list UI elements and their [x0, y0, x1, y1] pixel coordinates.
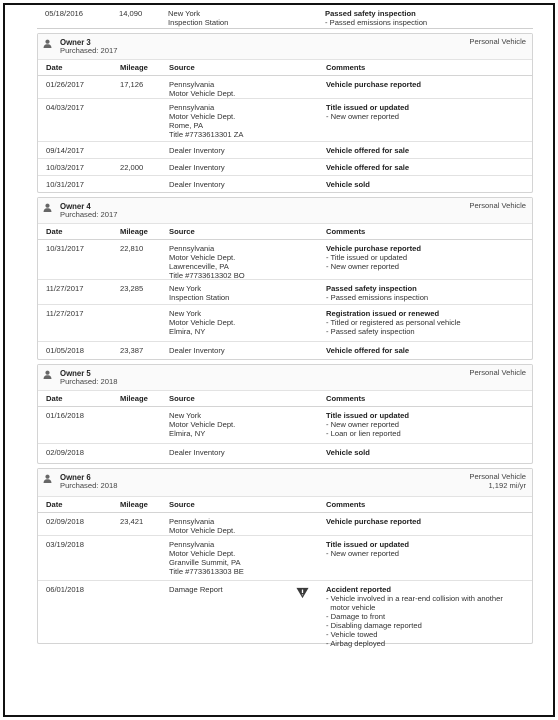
source-line: Motor Vehicle Dept.	[169, 419, 236, 429]
table-header	[38, 60, 532, 76]
row-mileage: 14,090	[119, 9, 143, 18]
column-header-mileage: Mileage	[120, 227, 148, 236]
row-source	[169, 449, 225, 458]
owner-name: Owner 3	[60, 38, 91, 47]
source-line: Rome, PA	[169, 120, 204, 130]
row-source	[169, 164, 225, 173]
row-date: 01/16/2018	[46, 411, 85, 420]
row-date: 10/03/2017	[46, 163, 85, 172]
comment-detail: - New owner reported	[326, 261, 400, 271]
row-date: 11/27/2017	[46, 284, 84, 293]
source-line: Elmira, NY	[169, 326, 206, 336]
comment-title: Title issued or updated	[326, 540, 409, 549]
comment-detail: - Loan or lien reported	[326, 428, 401, 438]
table-row	[38, 536, 532, 581]
comment-detail: - New owner reported	[326, 419, 400, 429]
source-line: Inspection Station	[168, 17, 229, 27]
row-comments	[326, 541, 409, 559]
column-header-mileage: Mileage	[120, 394, 148, 403]
row-comments	[326, 181, 370, 190]
column-header-source: Source	[169, 500, 195, 509]
comment-title: Passed safety inspection	[325, 9, 416, 18]
source-line: Title #7733613303 BE	[169, 566, 244, 576]
row-comments	[326, 586, 503, 649]
row-date: 11/27/2017	[46, 309, 84, 318]
row-mileage: 23,421	[120, 517, 144, 526]
row-comments	[326, 164, 409, 173]
row-date: 02/09/2018	[46, 448, 85, 457]
owner-vehicle-type: Personal Vehicle	[469, 37, 526, 46]
table-header	[38, 224, 532, 240]
table-row	[38, 407, 532, 444]
table-row	[38, 240, 532, 280]
row-source	[168, 10, 228, 28]
comment-detail: - Damage to front	[326, 611, 386, 621]
owner-card	[37, 364, 533, 464]
row-source	[169, 412, 235, 439]
comment-detail: - Disabling damage reported	[326, 620, 422, 630]
comment-detail: - Passed emissions inspection	[325, 17, 428, 27]
source-line: Granville Summit, PA	[169, 557, 241, 567]
column-header-source: Source	[169, 394, 195, 403]
source-line: Dealer Inventory	[169, 346, 225, 355]
vehicle-history-content	[37, 5, 533, 648]
row-date: 05/18/2016	[45, 9, 84, 18]
comment-detail: - Titled or registered as personal vehicle	[326, 317, 461, 327]
comment-title: Vehicle offered for sale	[326, 346, 410, 355]
source-line: Elmira, NY	[169, 428, 206, 438]
row-comments	[326, 412, 409, 439]
table-row	[38, 176, 532, 192]
source-line: Dealer Inventory	[169, 448, 225, 457]
table-header	[38, 391, 532, 407]
comment-title: Title issued or updated	[326, 103, 409, 112]
comment-title: Vehicle sold	[326, 448, 370, 457]
row-source	[169, 147, 225, 156]
source-line: Inspection Station	[169, 292, 230, 302]
source-line: Motor Vehicle Dept.	[169, 548, 236, 558]
comment-detail: - Airbag deployed	[326, 638, 386, 648]
table-row	[38, 342, 532, 359]
row-source	[169, 310, 235, 337]
table-row	[38, 280, 532, 305]
row-source	[169, 245, 245, 281]
owner-vehicle-type: Personal Vehicle	[469, 472, 526, 481]
row-comments	[326, 285, 428, 303]
row-source	[169, 518, 235, 536]
source-line: New York	[169, 309, 202, 318]
person-icon	[43, 203, 52, 212]
source-line: Dealer Inventory	[169, 163, 225, 172]
owner-name: Owner 6	[60, 473, 91, 482]
source-line: Title #7733613301 ZA	[169, 129, 244, 139]
row-comments	[326, 245, 421, 272]
owner-purchased: Purchased: 2018	[60, 377, 118, 386]
comment-title: Vehicle sold	[326, 180, 370, 189]
comment-title: Accident reported	[326, 585, 391, 594]
source-line: Motor Vehicle Dept.	[169, 252, 236, 262]
owner-purchased: Purchased: 2017	[60, 46, 118, 55]
column-header-date: Date	[46, 63, 63, 72]
owner-header	[38, 198, 532, 224]
row-source	[169, 347, 225, 356]
column-header-mileage: Mileage	[120, 500, 148, 509]
page-frame	[3, 3, 555, 717]
row-source	[169, 104, 243, 140]
column-header-date: Date	[46, 500, 63, 509]
row-source	[169, 285, 229, 303]
row-source	[169, 541, 244, 577]
source-line: Damage Report	[169, 585, 223, 594]
comment-title: Vehicle offered for sale	[326, 146, 410, 155]
owner-card	[37, 33, 533, 193]
table-row	[38, 444, 532, 463]
row-comments	[326, 310, 461, 337]
column-header-date: Date	[46, 394, 63, 403]
person-icon	[43, 39, 52, 48]
source-line: Title #7733613302 BO	[169, 270, 245, 280]
source-line: Pennsylvania	[169, 103, 215, 112]
comment-title: Vehicle purchase reported	[326, 80, 421, 89]
table-row	[38, 99, 532, 142]
source-line: Dealer Inventory	[169, 146, 225, 155]
owner-name: Owner 5	[60, 369, 91, 378]
source-line: Motor Vehicle Dept.	[169, 88, 236, 98]
owner-card	[37, 468, 533, 648]
comment-title: Registration issued or renewed	[326, 309, 440, 318]
row-mileage: 23,387	[120, 346, 144, 355]
source-line: Motor Vehicle Dept.	[169, 111, 236, 121]
comment-detail: - Passed safety inspection	[326, 326, 415, 336]
row-date: 10/31/2017	[46, 180, 85, 189]
comment-title: Passed safety inspection	[326, 284, 417, 293]
source-line: New York	[169, 284, 202, 293]
row-comments	[326, 347, 409, 356]
source-line: Pennsylvania	[169, 80, 215, 89]
column-header-source: Source	[169, 227, 195, 236]
comment-title: Vehicle purchase reported	[326, 517, 421, 526]
row-mileage: 22,810	[120, 244, 144, 253]
history-row-previous-owner	[37, 5, 533, 29]
column-header-comments: Comments	[326, 227, 366, 236]
comment-detail: - Vehicle towed	[326, 629, 378, 639]
owner-vehicle-type: Personal Vehicle	[469, 368, 526, 377]
owner-header	[38, 469, 532, 497]
row-source	[169, 81, 235, 99]
owner-name: Owner 4	[60, 202, 91, 211]
row-date: 04/03/2017	[46, 103, 85, 112]
row-comments	[326, 449, 370, 458]
source-line: Motor Vehicle Dept.	[169, 525, 236, 535]
comment-detail: - New owner reported	[326, 111, 400, 121]
table-row	[38, 305, 532, 342]
owner-header	[38, 365, 532, 391]
row-comments	[326, 104, 409, 122]
row-date: 09/14/2017	[46, 146, 85, 155]
source-line: Motor Vehicle Dept.	[169, 317, 236, 327]
row-date: 01/26/2017	[46, 80, 85, 89]
table-row	[38, 76, 532, 99]
owner-vehicle-type: Personal Vehicle	[469, 201, 526, 210]
person-icon	[43, 370, 52, 379]
comment-detail: - Title issued or updated	[326, 252, 408, 262]
row-mileage: 23,285	[120, 284, 144, 293]
comment-detail: - Passed emissions inspection	[326, 292, 429, 302]
column-header-comments: Comments	[326, 500, 366, 509]
column-header-source: Source	[169, 63, 195, 72]
row-date: 10/31/2017	[46, 244, 85, 253]
comment-detail: - Vehicle involved in a rear-end collision with another	[326, 593, 503, 603]
table-header	[38, 497, 532, 513]
owner-purchased: Purchased: 2017	[60, 210, 118, 219]
row-comments	[326, 81, 421, 90]
damage-warning-icon	[296, 587, 309, 599]
row-mileage: 17,126	[120, 80, 144, 89]
owner-card	[37, 197, 533, 360]
column-header-date: Date	[46, 227, 63, 236]
source-line: Pennsylvania	[169, 540, 215, 549]
table-row	[38, 581, 532, 648]
column-header-comments: Comments	[326, 63, 366, 72]
source-line: New York	[169, 411, 202, 420]
owner-header	[38, 34, 532, 60]
row-comments	[326, 518, 421, 527]
row-date: 02/09/2018	[46, 517, 85, 526]
column-header-mileage: Mileage	[120, 63, 148, 72]
row-source	[169, 586, 223, 595]
owner-mileage-rate: 1,192 mi/yr	[488, 481, 526, 490]
comment-title: Vehicle purchase reported	[326, 244, 421, 253]
comment-detail: motor vehicle	[326, 602, 376, 612]
row-comments	[326, 147, 409, 156]
comment-title: Title issued or updated	[326, 411, 409, 420]
row-date: 03/19/2018	[46, 540, 85, 549]
person-icon	[43, 474, 52, 483]
source-line: Pennsylvania	[169, 517, 215, 526]
source-line: Lawrenceville, PA	[169, 261, 229, 271]
table-row	[38, 513, 532, 536]
row-source	[169, 181, 225, 190]
row-date: 06/01/2018	[46, 585, 85, 594]
owner-purchased: Purchased: 2018	[60, 481, 118, 490]
owner-list	[37, 33, 533, 648]
source-line: Dealer Inventory	[169, 180, 225, 189]
row-date: 01/05/2018	[46, 346, 85, 355]
source-line: Pennsylvania	[169, 244, 215, 253]
row-mileage: 22,000	[120, 163, 144, 172]
comment-title: Vehicle offered for sale	[326, 163, 410, 172]
table-row	[38, 159, 532, 176]
row-comments	[325, 10, 427, 28]
comment-detail: - New owner reported	[326, 548, 400, 558]
table-row	[38, 142, 532, 159]
source-line: New York	[168, 9, 201, 18]
column-header-comments: Comments	[326, 394, 366, 403]
